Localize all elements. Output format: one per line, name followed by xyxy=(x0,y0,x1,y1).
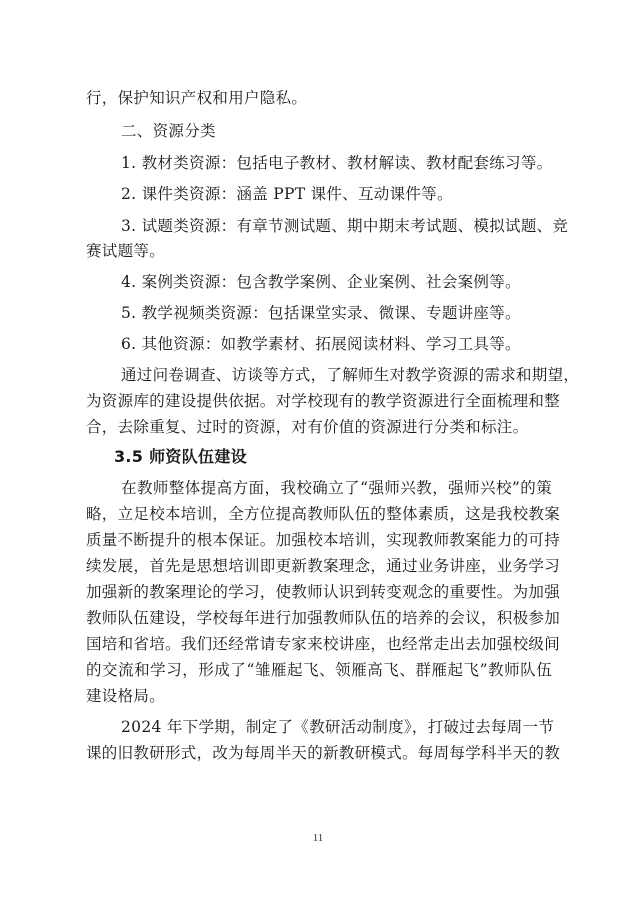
list-item: 6. 其他资源：如教学素材、拓展阅读材料、学习工具等。 xyxy=(121,335,521,353)
list-item: 2. 课件类资源：涵盖 PPT 课件、互动课件等。 xyxy=(121,185,453,203)
paragraph-line: 合，去除重复、过时的资源，对有价值的资源进行分类和标注。 xyxy=(86,418,529,436)
paragraph-line: 教师队伍建设，学校每年进行加强教师队伍的培养的会议，积极参加 xyxy=(86,609,561,627)
paragraph-line: 质量不断提升的根本保证。加强校本培训，实现教师教案能力的可持 xyxy=(86,531,561,549)
page-number: 11 xyxy=(312,832,324,844)
paragraph-line: 为资源库的建设提供依据。对学校现有的教学资源进行全面梳理和整 xyxy=(86,392,561,410)
paragraph-line: 续发展，首先是思想培训即更新教案理念，通过业务讲座，业务学习 xyxy=(86,557,561,575)
text-line: 行，保护知识产权和用户隐私。 xyxy=(86,89,308,107)
paragraph-line: 在教师整体提高方面，我校确立了“强师兴教，强师兴校”的策 xyxy=(121,479,552,497)
paragraph-line: 通过问卷调查、访谈等方式，了解师生对教学资源的需求和期望， xyxy=(121,366,580,384)
paragraph-line: 2024 年下学期，制定了《教研活动制度》，打破过去每周一节 xyxy=(121,718,555,736)
section-title-resource-classification: 二、资源分类 xyxy=(121,122,216,140)
paragraph-line: 课的旧教研形式，改为每周半天的新教研模式。每周每学科半天的教 xyxy=(86,744,561,762)
paragraph-line: 略，立足校本培训，全方位提高教师队伍的整体素质，这是我校教案 xyxy=(86,505,561,523)
text-line: 赛试题等。 xyxy=(86,242,166,260)
list-item: 1. 教材类资源：包括电子教材、教材解读、教材配套练习等。 xyxy=(121,154,553,172)
list-item: 5. 教学视频类资源：包括课堂实录、微课、专题讲座等。 xyxy=(121,304,521,322)
list-item: 4. 案例类资源：包含教学案例、企业案例、社会案例等。 xyxy=(121,273,521,291)
list-item: 3. 试题类资源：有章节测试题、期中期末考试题、模拟试题、竞 xyxy=(121,217,569,235)
paragraph-line: 建设格局。 xyxy=(86,687,166,705)
section-heading: 3.5 师资队伍建设 xyxy=(114,447,247,466)
paragraph-line: 的交流和学习，形成了“雏雁起飞、领雁高飞、群雁起飞”教师队伍 xyxy=(86,661,552,679)
paragraph-line: 国培和省培。我们还经常请专家来校讲座，也经常走出去加强校级间 xyxy=(86,635,561,653)
paragraph-line: 加强新的教案理论的学习，使教师认识到转变观念的重要性。为加强 xyxy=(86,583,561,601)
